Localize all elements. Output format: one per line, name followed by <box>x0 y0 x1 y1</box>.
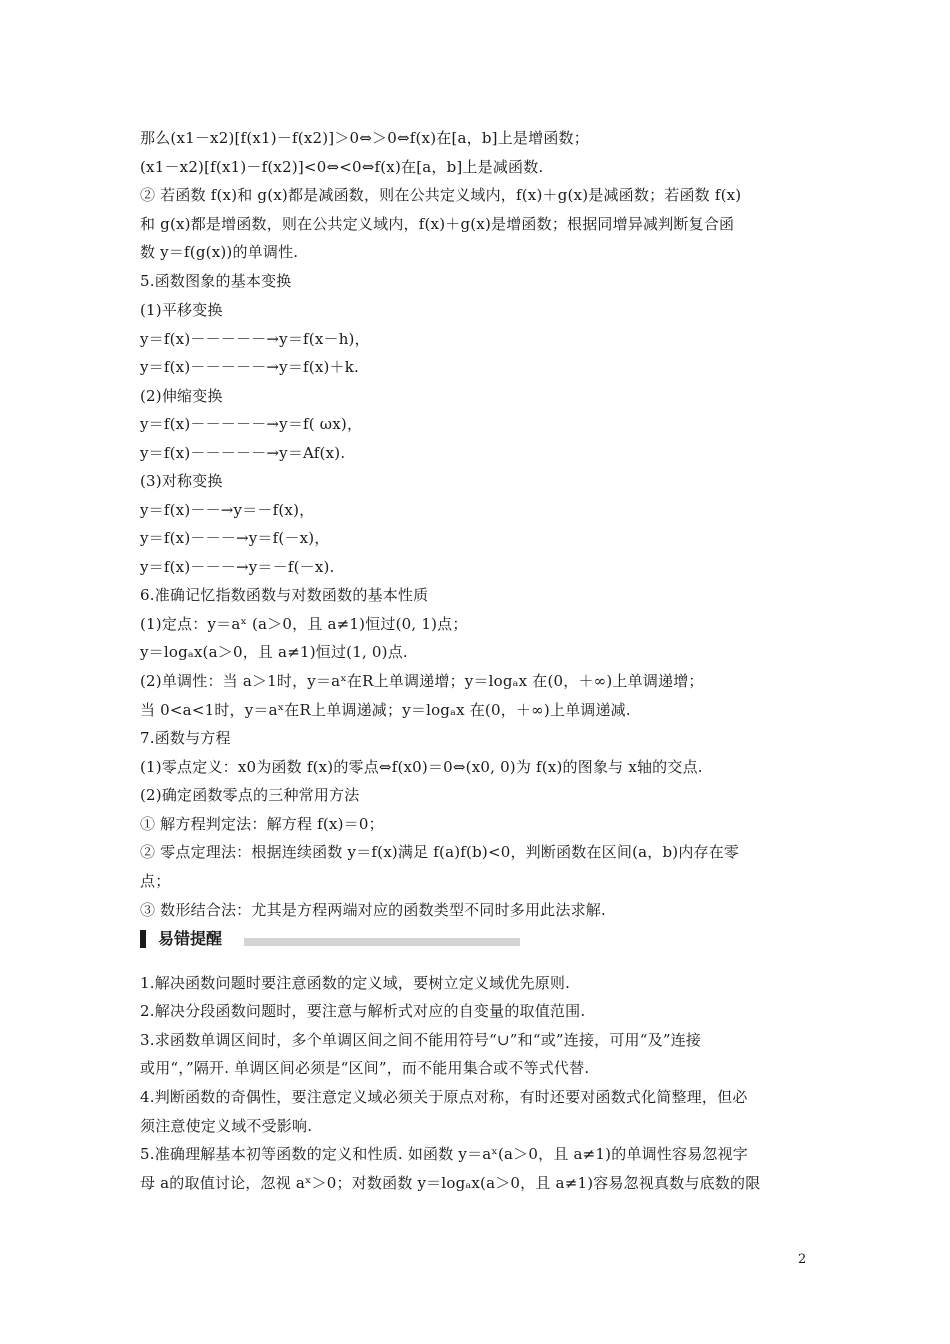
body-line: y＝f(x)－－－→y＝－f(－x). <box>140 558 335 576</box>
body-line: (2)单调性：当 a＞1时，y＝aˣ在R上单调递增；y＝logₐx 在(0，＋∞)上单调递增； <box>140 672 704 690</box>
body-line: 数 y＝f(g(x))的单调性. <box>140 243 299 261</box>
body-line: 当 0<a<1时，y＝aˣ在R上单调递减；y＝logₐx 在(0，＋∞)上单调递减. <box>140 701 631 719</box>
body-line: ② 零点定理法：根据连续函数 y＝f(x)满足 f(a)f(b)<0，判断函数在区间(a，b)内存在零 <box>140 843 740 861</box>
body-line: (2)确定函数零点的三种常用方法 <box>140 786 360 804</box>
body-line: y＝f(x)－－－－－→y＝Af(x). <box>140 444 346 462</box>
body-line: 6.准确记忆指数函数与对数函数的基本性质 <box>140 586 429 604</box>
page-number: 2 <box>798 1252 807 1267</box>
tip-line: 3.求函数单调区间时，多个单调区间之间不能用符号“∪”和“或”连接，可用“及”连接 <box>140 1031 702 1049</box>
tip-line: 须注意使定义域不受影响. <box>140 1117 313 1135</box>
body-line: 7.函数与方程 <box>140 729 231 747</box>
body-line: (3)对称变换 <box>140 472 223 490</box>
body-line: y＝f(x)－－－－－→y＝f(x－h)， <box>140 330 370 348</box>
body-line: y＝f(x)－－－－－→y＝f(x)＋k. <box>140 358 360 376</box>
section-header-common-mistakes <box>140 926 530 954</box>
body-line: 点； <box>140 872 171 890</box>
tip-line: 1.解决函数问题时要注意函数的定义域，要树立定义域优先原则. <box>140 974 571 992</box>
body-line: 和 g(x)都是增函数，则在公共定义域内，f(x)＋g(x)是增函数；根据同增异减判断复合函 <box>140 215 735 233</box>
section-title: 易错提醒 <box>158 929 223 948</box>
body-line: y＝logₐx(a＞0，且 a≠1)恒过(1, 0)点. <box>140 643 408 661</box>
tip-line: 2.解决分段函数问题时，要注意与解析式对应的自变量的取值范围. <box>140 1002 586 1020</box>
body-line: 5.函数图象的基本变换 <box>140 272 292 290</box>
section-divider <box>244 938 520 946</box>
body-line: y＝f(x)－－→y＝－f(x)， <box>140 501 315 519</box>
body-line: ② 若函数 f(x)和 g(x)都是减函数，则在公共定义域内，f(x)＋g(x)是减函数；若函数 f(x) <box>140 186 742 204</box>
body-line: (1)平移变换 <box>140 301 223 319</box>
body-line: (1)定点：y＝aˣ (a＞0，且 a≠1)恒过(0, 1)点； <box>140 615 468 633</box>
body-line: ③ 数形结合法：尤其是方程两端对应的函数类型不同时多用此法求解. <box>140 901 606 919</box>
tip-line: 5.准确理解基本初等函数的定义和性质. 如函数 y＝aˣ(a＞0，且 a≠1)的单调性容易忽视字 <box>140 1145 749 1163</box>
body-line: y＝f(x)－－－→y＝f(－x)， <box>140 529 330 547</box>
section-marker-bar <box>140 930 146 948</box>
body-line: 那么(x1－x2)[f(x1)－f(x2)]＞0⇔＞0⇔f(x)在[a，b]上是增函数； <box>140 129 589 147</box>
body-line: y＝f(x)－－－－－→y＝f( ωx)， <box>140 415 363 433</box>
body-line: (2)伸缩变换 <box>140 387 223 405</box>
tip-line: 或用“，”隔开. 单调区间必须是“区间”，而不能用集合或不等式代替. <box>140 1059 590 1077</box>
body-line: ① 解方程判定法：解方程 f(x)＝0； <box>140 815 384 833</box>
tip-line: 4.判断函数的奇偶性，要注意定义域必须关于原点对称，有时还要对函数式化简整理，但必 <box>140 1088 748 1106</box>
tip-line: 母 a的取值讨论，忽视 aˣ＞0；对数函数 y＝logₐx(a＞0，且 a≠1)容易忽视真数与底数的限 <box>140 1174 761 1192</box>
body-line: (1)零点定义：x0为函数 f(x)的零点⇔f(x0)＝0⇔(x0, 0)为 f(x)的图象与 x轴的交点. <box>140 758 703 776</box>
body-line: (x1－x2)[f(x1)－f(x2)]<0⇔<0⇔f(x)在[a，b]上是减函数. <box>140 158 544 176</box>
